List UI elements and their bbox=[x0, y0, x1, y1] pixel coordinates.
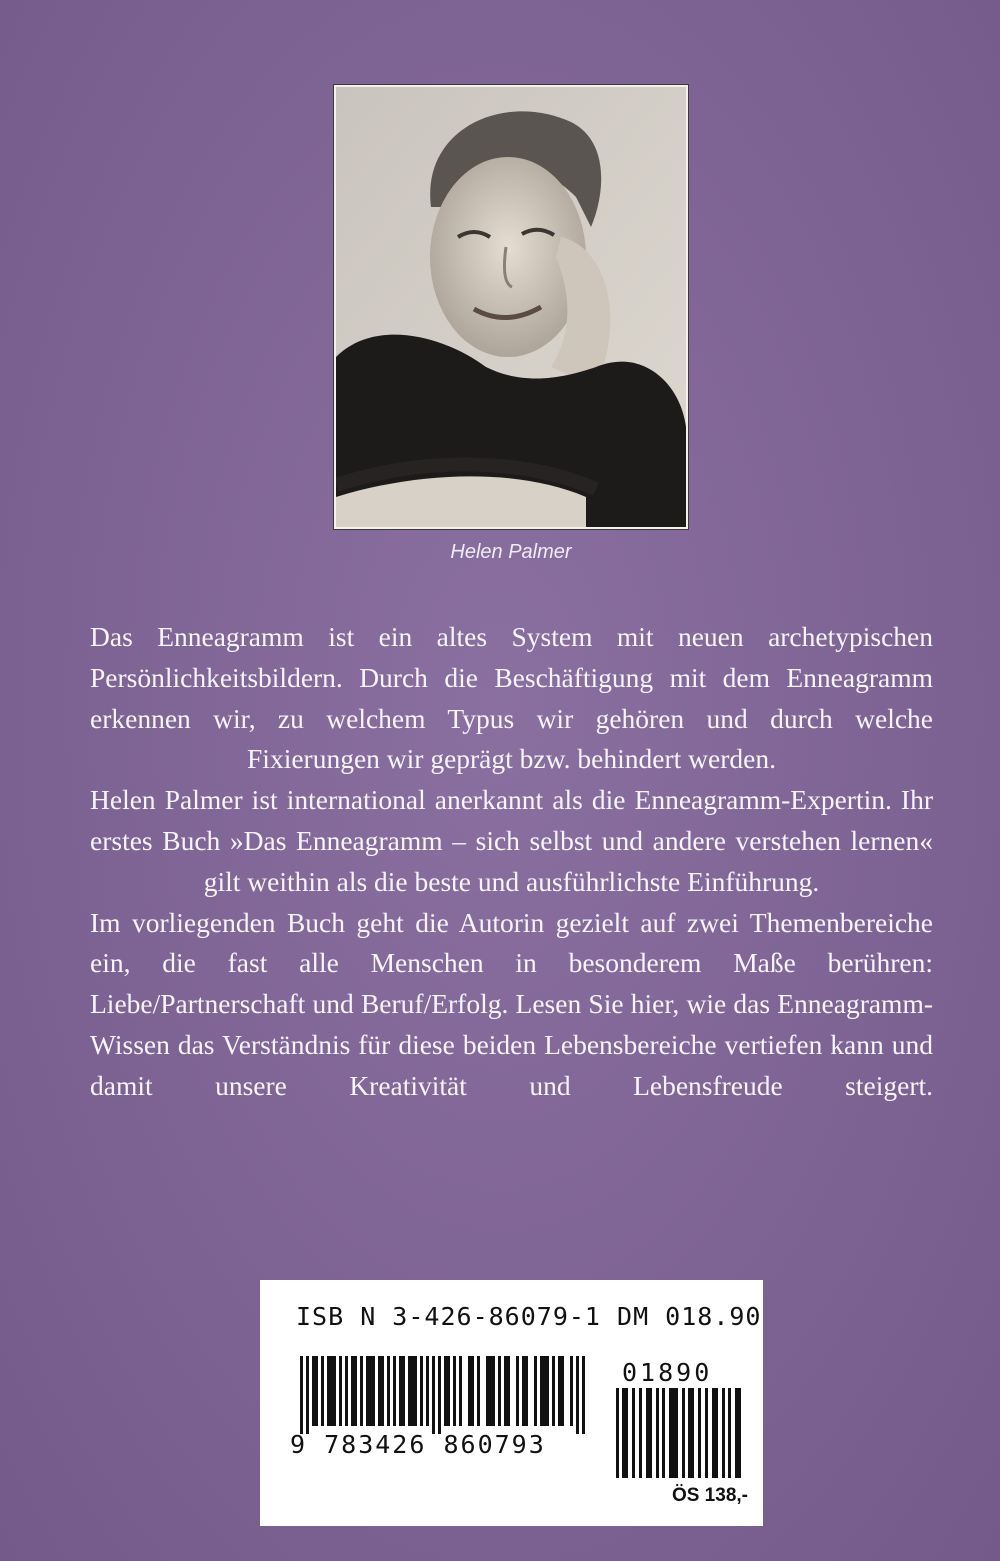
blurb-paragraph-intro: Das Enneagramm ist ein altes System mit neuen archetypischen Persönlichkeitsbildern. Durch die Beschäftigung mit dem Enneagramm erkennen wir, zu welchem Typus wir gehören und durch welche Fixierungen wir geprägt bzw. behindert werden. bbox=[90, 621, 933, 775]
author-photo-frame bbox=[333, 84, 689, 530]
author-photo bbox=[336, 87, 686, 527]
blurb-paragraph-author: Helen Palmer ist international anerkannt als die Enneagramm-Expertin. Ihr erstes Buch »Das Enneagramm – sich selbst und andere verstehen lernen« gilt weithin als die beste und ausführlichste Einführung. bbox=[90, 784, 933, 897]
ean13-digits: 9 783426 860793 bbox=[290, 1430, 546, 1459]
price-addon-barcode bbox=[608, 1388, 748, 1478]
ean13-barcode bbox=[300, 1356, 600, 1434]
blurb-paragraph-content: Im vorliegenden Buch geht die Autorin gezielt auf zwei Themenbereiche ein, die fast alle Menschen in besonderem Maße berühren: Liebe/Partnerschaft und Beruf/Erfolg. Lesen Sie hier, wie das Enneagramm-Wissen das Verständnis für diese beiden Lebensbereiche vertiefen kann und damit unsere Kreativität und Lebensfreude steigert. bbox=[90, 906, 933, 1101]
isbn-price-line: ISB N 3-426-86079-1 DM 018.90 bbox=[296, 1302, 762, 1331]
price-austria: ÖS 138,- bbox=[671, 1485, 748, 1506]
price-addon-digits: 01890 bbox=[622, 1358, 713, 1387]
barcode-label bbox=[260, 1280, 763, 1526]
blurb-text bbox=[90, 617, 933, 1107]
photo-caption: Helen Palmer bbox=[450, 541, 572, 563]
